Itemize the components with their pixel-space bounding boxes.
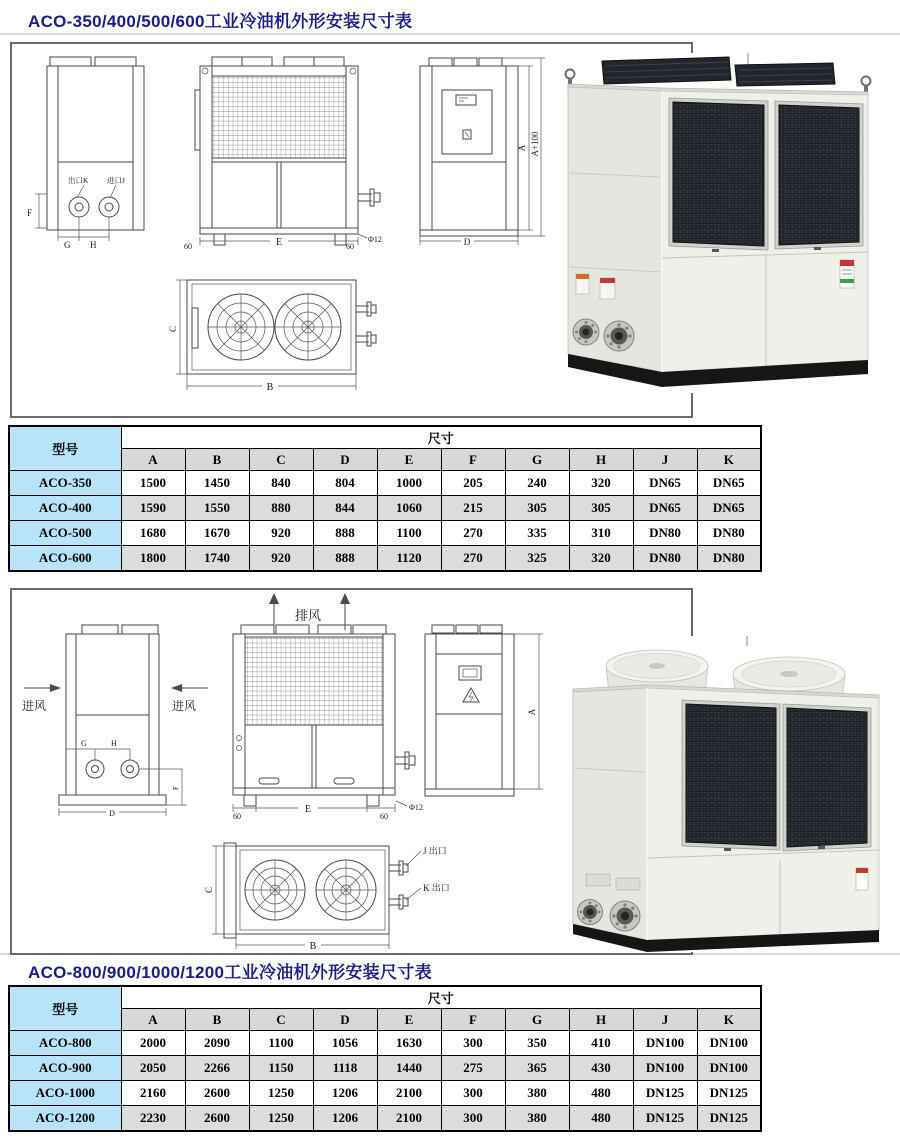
dim-cell: 1100: [249, 1031, 313, 1056]
col-header-b: B: [185, 449, 249, 471]
hole-phi12-label: Φ12: [409, 803, 423, 812]
dim-cell: 1150: [249, 1056, 313, 1081]
model-header: 型号: [9, 426, 121, 471]
dim-cell: DN65: [633, 471, 697, 496]
dim-cell: 205: [441, 471, 505, 496]
dim-cell: 380: [505, 1081, 569, 1106]
model-header: 型号: [9, 986, 121, 1031]
dim-cell: 305: [505, 496, 569, 521]
dim-cell: 840: [249, 471, 313, 496]
dimension-table-350-600: [8, 425, 762, 572]
col-header-b: B: [185, 1009, 249, 1031]
inlet-j-label: 进口J: [107, 176, 125, 185]
dim-cell: 270: [441, 546, 505, 572]
dim-cell: 2266: [185, 1056, 249, 1081]
dim-cell: 275: [441, 1056, 505, 1081]
dim-b-label: B: [266, 382, 274, 393]
model-cell: ACO-1000: [9, 1081, 121, 1106]
exhaust-label: 排风: [295, 608, 322, 623]
dim-cell: 888: [313, 546, 377, 572]
table-row: [9, 546, 761, 572]
dim-60-right-label: 60: [380, 812, 388, 821]
warning-sticker: [840, 260, 854, 288]
chiller-illustration-2: [556, 636, 896, 952]
size-header: 尺寸: [121, 426, 761, 449]
dim-e-label: E: [275, 237, 283, 248]
dim-cell: 1450: [185, 471, 249, 496]
dim-cell: 410: [569, 1031, 633, 1056]
dim-cell: 270: [441, 521, 505, 546]
dim-cell: 2100: [377, 1081, 441, 1106]
dim-cell: 1500: [121, 471, 185, 496]
dim-cell: 2000: [121, 1031, 185, 1056]
dim-cell: 1206: [313, 1106, 377, 1132]
outlet-k-label: 出口K: [68, 176, 89, 185]
box2-side-view: [425, 625, 543, 796]
model-cell: ACO-1200: [9, 1106, 121, 1132]
chiller-illustration-1: [556, 53, 896, 393]
product-photo-2: [556, 636, 896, 952]
dim-cell: 430: [569, 1056, 633, 1081]
col-header-g: G: [505, 1009, 569, 1031]
dim-cell: 920: [249, 546, 313, 572]
dim-60-right-label: 60: [346, 242, 354, 251]
dim-cell: 1100: [377, 521, 441, 546]
dim-a-label: A: [517, 144, 527, 152]
table-row: [9, 521, 761, 546]
col-header-f: F: [441, 1009, 505, 1031]
dim-cell: 2100: [377, 1106, 441, 1132]
dim-d-label: D: [463, 237, 471, 247]
dim-cell: 380: [505, 1106, 569, 1132]
dim-60-left-label: 60: [184, 242, 192, 251]
dim-cell: 300: [441, 1081, 505, 1106]
dim-cell: DN80: [633, 546, 697, 572]
dim-f-label: F: [27, 208, 33, 218]
dim-f-label: F: [172, 786, 180, 790]
col-header-e: E: [377, 1009, 441, 1031]
table-row: [9, 1081, 761, 1106]
table-row: [9, 1106, 761, 1132]
dim-cell: 1118: [313, 1056, 377, 1081]
dim-cell: 888: [313, 521, 377, 546]
divider-line-top: [0, 33, 900, 35]
table-row: [9, 1056, 761, 1081]
dim-d-label: D: [109, 809, 115, 818]
dim-cell: 350: [505, 1031, 569, 1056]
col-header-e: E: [377, 449, 441, 471]
dim-cell: DN100: [633, 1056, 697, 1081]
model-cell: ACO-500: [9, 521, 121, 546]
dim-cell: 1056: [313, 1031, 377, 1056]
dim-cell: 1250: [249, 1081, 313, 1106]
dim-cell: 365: [505, 1056, 569, 1081]
box1-front-view: [27, 57, 144, 250]
col-header-f: F: [441, 449, 505, 471]
dim-cell: 320: [569, 546, 633, 572]
model-cell: ACO-800: [9, 1031, 121, 1056]
dim-cell: 2090: [185, 1031, 249, 1056]
dim-cell: 2600: [185, 1106, 249, 1132]
dim-cell: DN125: [697, 1106, 761, 1132]
dim-cell: 1740: [185, 546, 249, 572]
dim-cell: 1060: [377, 496, 441, 521]
col-header-g: G: [505, 449, 569, 471]
table-row: [9, 1031, 761, 1056]
dim-cell: DN125: [697, 1081, 761, 1106]
size-header: 尺寸: [121, 986, 761, 1009]
col-header-a: A: [121, 449, 185, 471]
model-cell: ACO-400: [9, 496, 121, 521]
dimension-table-800-1200: [8, 985, 762, 1132]
box1-elevation-view: [184, 57, 382, 251]
box2-front-view: [22, 625, 208, 818]
dim-cell: DN80: [697, 521, 761, 546]
dim-a-plus-100-label: A+100: [530, 131, 540, 157]
dim-g-label: G: [64, 240, 71, 250]
dim-cell: 300: [441, 1031, 505, 1056]
dim-cell: 2050: [121, 1056, 185, 1081]
col-header-k: K: [697, 449, 761, 471]
dim-cell: 2160: [121, 1081, 185, 1106]
dim-h-label: H: [90, 240, 97, 250]
dim-cell: 480: [569, 1106, 633, 1132]
dim-cell: 310: [569, 521, 633, 546]
dim-cell: DN65: [697, 496, 761, 521]
dim-cell: 1250: [249, 1106, 313, 1132]
dim-cell: 1590: [121, 496, 185, 521]
dim-cell: 1630: [377, 1031, 441, 1056]
dim-cell: 1670: [185, 521, 249, 546]
box1-side-view: [420, 58, 545, 247]
col-header-c: C: [249, 1009, 313, 1031]
col-header-d: D: [313, 449, 377, 471]
dim-cell: 920: [249, 521, 313, 546]
dim-cell: 1000: [377, 471, 441, 496]
col-header-h: H: [569, 1009, 633, 1031]
table-row: [9, 471, 761, 496]
dim-cell: DN100: [697, 1031, 761, 1056]
outlet-j-label: J 出口: [423, 846, 447, 856]
dim-cell: 1550: [185, 496, 249, 521]
dim-cell: 325: [505, 546, 569, 572]
dim-cell: 1206: [313, 1081, 377, 1106]
dim-cell: DN80: [697, 546, 761, 572]
dim-cell: 305: [569, 496, 633, 521]
dim-cell: 480: [569, 1081, 633, 1106]
dim-cell: 2230: [121, 1106, 185, 1132]
col-header-a: A: [121, 1009, 185, 1031]
dim-cell: 2600: [185, 1081, 249, 1106]
dim-e-label: E: [304, 804, 312, 815]
dim-cell: 1120: [377, 546, 441, 572]
dim-cell: 804: [313, 471, 377, 496]
col-header-c: C: [249, 449, 313, 471]
col-header-h: H: [569, 449, 633, 471]
dim-60-left-label: 60: [233, 812, 241, 821]
dim-cell: 320: [569, 471, 633, 496]
dim-cell: DN125: [633, 1106, 697, 1132]
dim-cell: 1440: [377, 1056, 441, 1081]
outlet-k-label: K 出口: [423, 883, 450, 893]
dim-cell: 240: [505, 471, 569, 496]
dim-cell: DN65: [697, 471, 761, 496]
col-header-k: K: [697, 1009, 761, 1031]
model-cell: ACO-350: [9, 471, 121, 496]
dim-cell: DN100: [697, 1056, 761, 1081]
dim-cell: DN125: [633, 1081, 697, 1106]
dim-cell: DN65: [633, 496, 697, 521]
dim-b-label: B: [309, 941, 317, 952]
warning-sticker: [856, 868, 868, 890]
condenser-mesh-panels: [669, 98, 863, 252]
product-photo-1: [556, 53, 896, 393]
dim-c-label: C: [168, 325, 178, 333]
dim-a-label: A: [527, 708, 537, 716]
dim-cell: 300: [441, 1106, 505, 1132]
col-header-j: J: [633, 449, 697, 471]
col-header-j: J: [633, 1009, 697, 1031]
model-cell: ACO-600: [9, 546, 121, 572]
dim-cell: 1800: [121, 546, 185, 572]
dim-g-label: G: [81, 739, 87, 748]
hole-phi12-label: Φ12: [368, 235, 382, 244]
dim-cell: DN100: [633, 1031, 697, 1056]
intake-right-label: 进风: [172, 699, 197, 713]
dim-cell: 1680: [121, 521, 185, 546]
dim-cell: 844: [313, 496, 377, 521]
dim-cell: DN80: [633, 521, 697, 546]
box2-elevation-view: [233, 625, 423, 821]
dim-h-label: H: [111, 739, 117, 748]
dim-cell: 880: [249, 496, 313, 521]
exhaust-arrows: [269, 593, 350, 630]
dim-c-label: C: [204, 886, 214, 894]
intake-left-label: 进风: [22, 699, 47, 713]
section-title-350-600: ACO-350/400/500/600工业冷油机外形安装尺寸表: [28, 12, 413, 31]
box1-top-view: [168, 280, 376, 393]
box2-top-view: [204, 843, 450, 952]
table-row: [9, 496, 761, 521]
col-header-d: D: [313, 1009, 377, 1031]
dim-cell: 335: [505, 521, 569, 546]
top-fan-grilles: [602, 57, 835, 86]
condenser-mesh-panels: [682, 700, 871, 851]
model-cell: ACO-900: [9, 1056, 121, 1081]
dim-cell: 215: [441, 496, 505, 521]
section-title-800-1200: ACO-800/900/1000/1200工业冷油机外形安装尺寸表: [28, 963, 432, 982]
